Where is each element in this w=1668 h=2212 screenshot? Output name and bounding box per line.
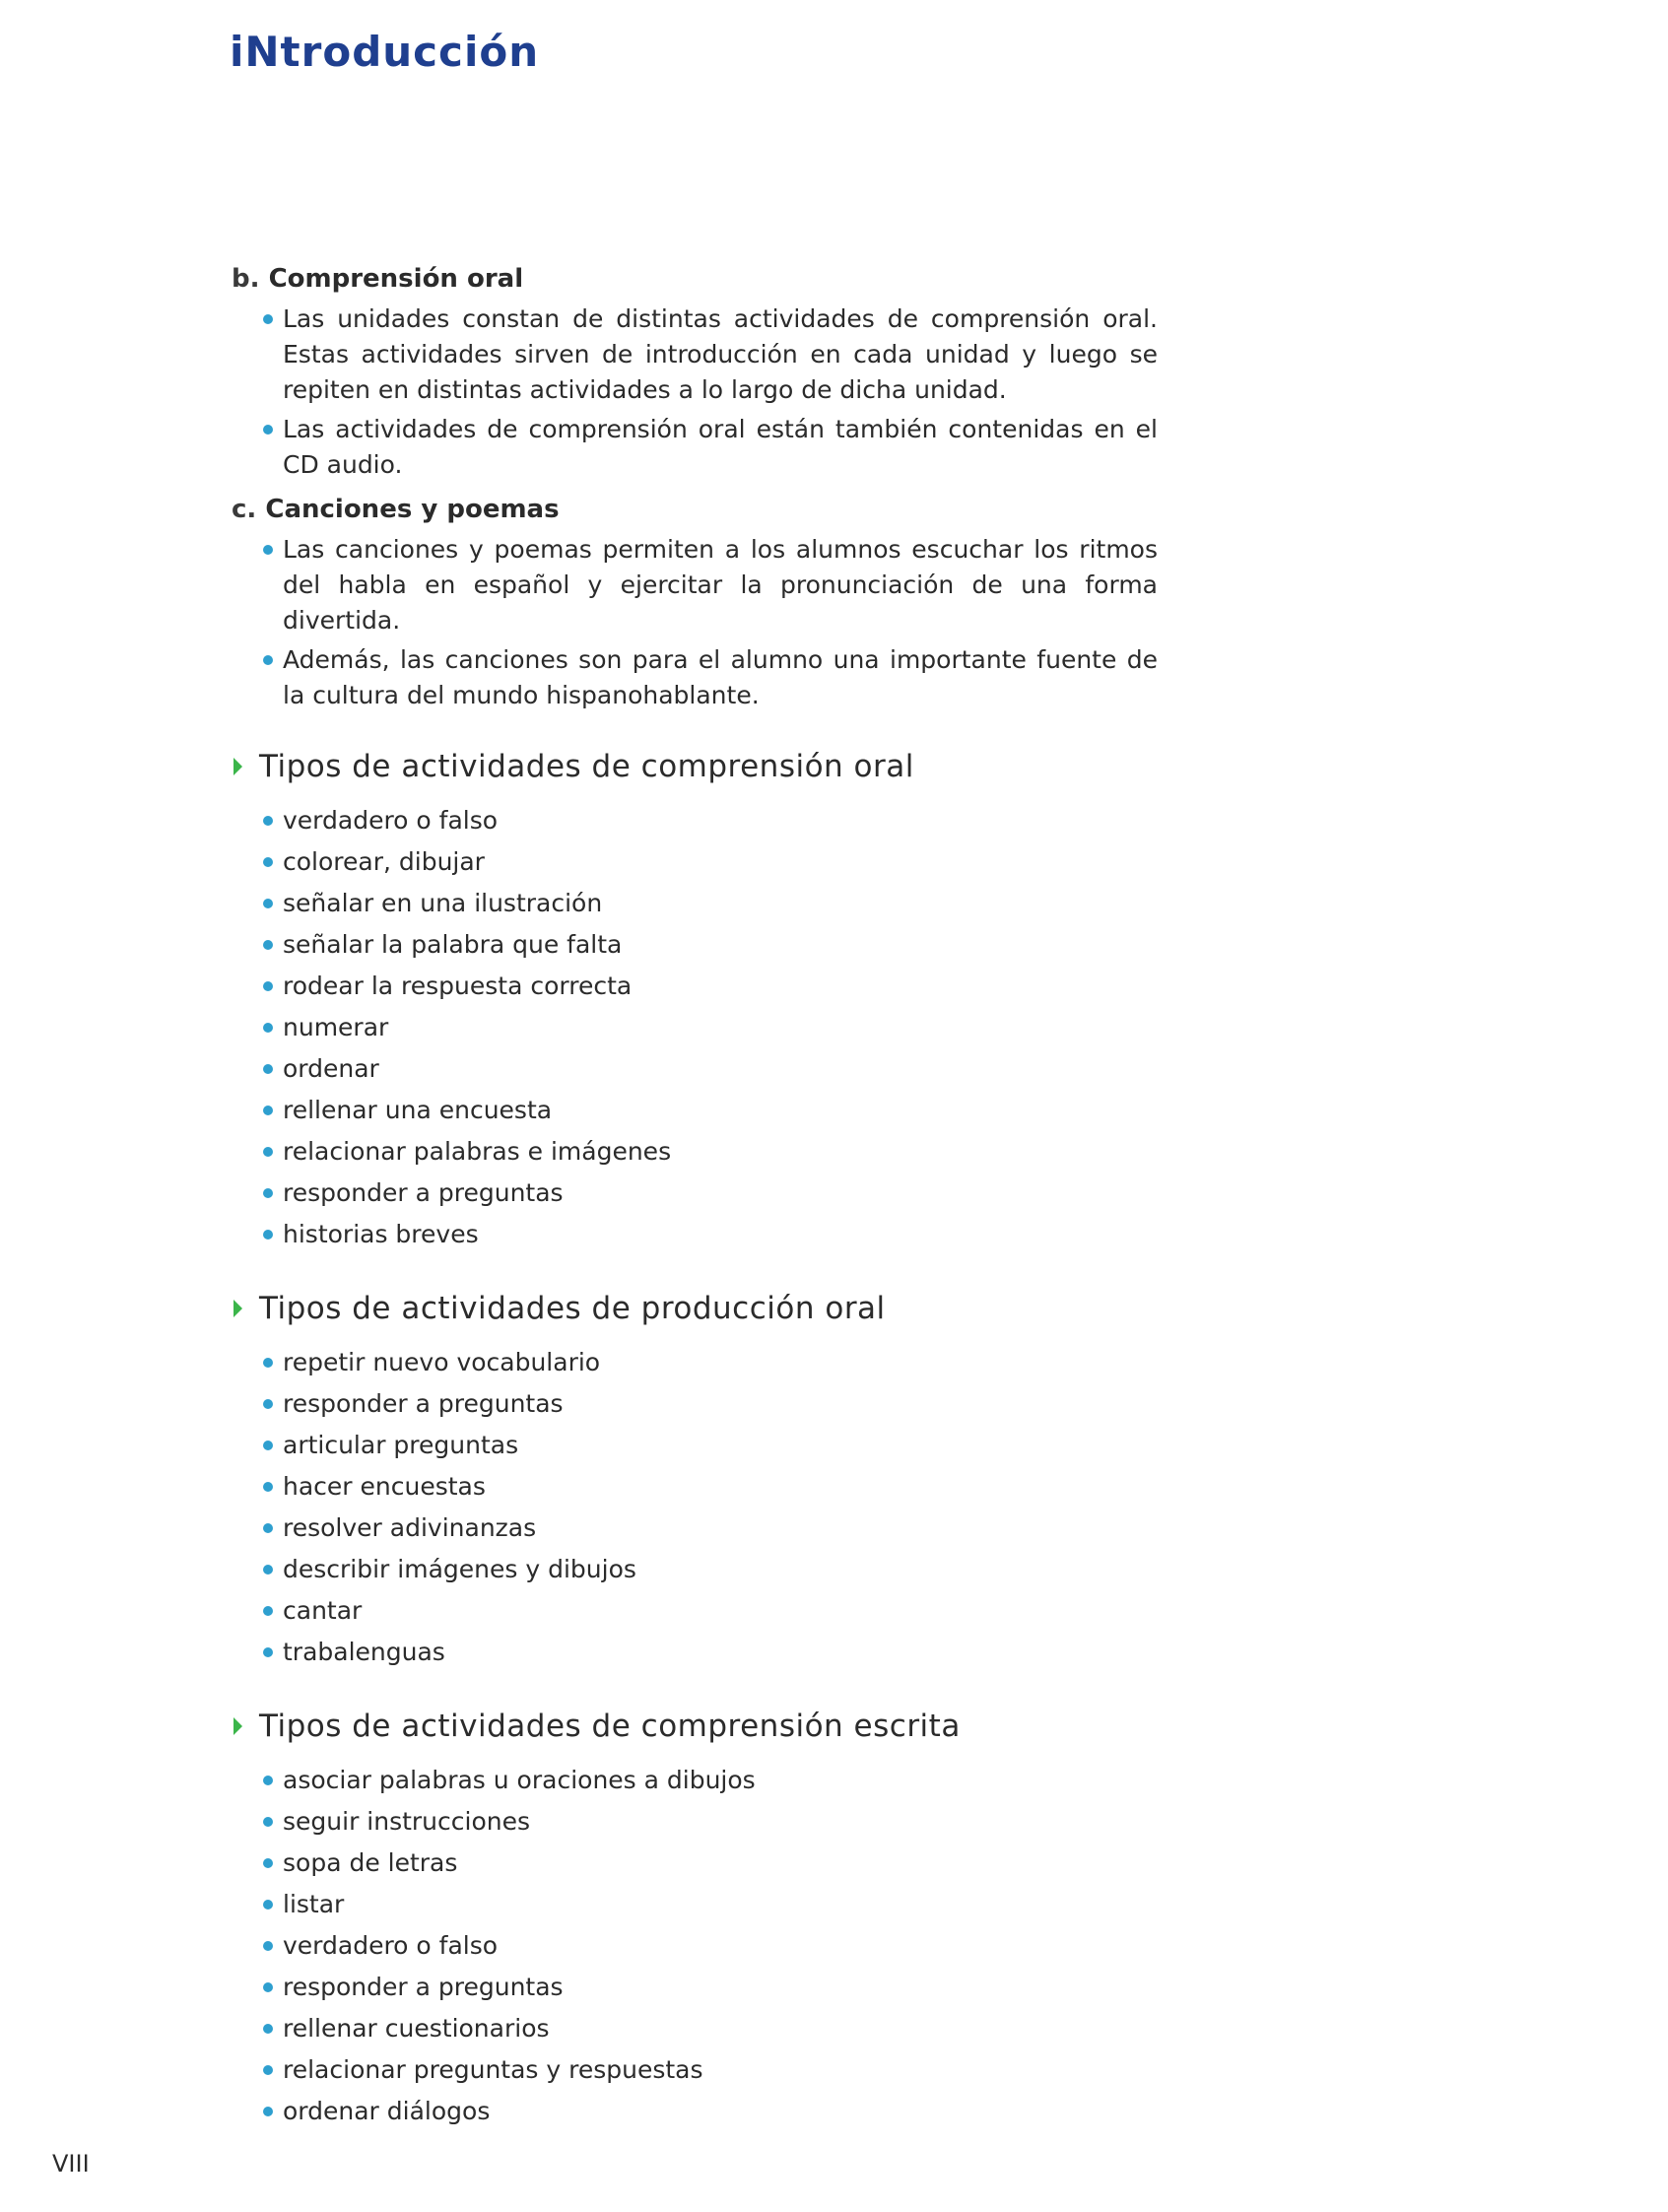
list-item: repetir nuevo vocabulario	[263, 1342, 1158, 1383]
bullet-icon	[263, 1817, 273, 1827]
bullet-icon	[263, 425, 273, 435]
bullet-icon	[263, 1482, 273, 1492]
bullet-icon	[263, 1606, 273, 1616]
subheading-marker: c.	[232, 495, 257, 524]
list-item: rellenar una encuesta	[263, 1090, 1158, 1131]
list-item: historias breves	[263, 1214, 1158, 1255]
list-item: responder a preguntas	[263, 1173, 1158, 1214]
bullet-icon	[263, 2024, 273, 2034]
bullet-icon	[263, 981, 273, 991]
bullet-icon	[263, 816, 273, 826]
subheading-text: Canciones y poemas	[265, 495, 560, 524]
list-item: sopa de letras	[263, 1843, 1158, 1884]
list-item: hacer encuestas	[263, 1466, 1158, 1508]
list-item: articular preguntas	[263, 1425, 1158, 1466]
list-item: Las canciones y poemas permiten a los alumnos escuchar los ritmos del habla en español y ejercitar la pronunciación de una forma divertida.	[263, 532, 1158, 638]
list-item: ordenar	[263, 1048, 1158, 1090]
list-item: señalar la palabra que falta	[263, 924, 1158, 966]
bullet-icon	[263, 940, 273, 950]
list-item: Las actividades de comprensión oral están también contenidas en el CD audio.	[263, 412, 1158, 483]
bullet-icon	[263, 1106, 273, 1115]
comprension-oral-list	[232, 302, 1158, 483]
list-item: cantar	[263, 1590, 1158, 1632]
bullet-icon	[263, 1941, 273, 1951]
triangle-right-icon	[234, 758, 242, 775]
bullet-icon	[263, 1399, 273, 1409]
bullet-icon	[263, 545, 273, 555]
list-item: listar	[263, 1884, 1158, 1925]
activity-list	[232, 1760, 1158, 2132]
list-item: rodear la respuesta correcta	[263, 966, 1158, 1007]
list-item: verdadero o falso	[263, 1925, 1158, 1967]
list-item: describir imágenes y dibujos	[263, 1549, 1158, 1590]
bullet-icon	[263, 1023, 273, 1033]
list-item: ordenar diálogos	[263, 2091, 1158, 2132]
subheading-text: Comprensión oral	[268, 264, 524, 294]
section-title: Tipos de actividades de comprensión oral	[232, 747, 1158, 786]
subheading-canciones	[232, 493, 1158, 526]
activity-list	[232, 1342, 1158, 1673]
bullet-icon	[263, 1147, 273, 1157]
bullet-icon	[263, 1776, 273, 1785]
list-item: responder a preguntas	[263, 1967, 1158, 2008]
bullet-icon	[263, 1858, 273, 1868]
bullet-icon	[263, 1565, 273, 1575]
section-comprension-escrita	[232, 1707, 1158, 2132]
bullet-icon	[263, 1647, 273, 1657]
triangle-right-icon	[234, 1717, 242, 1735]
bullet-icon	[263, 655, 273, 665]
section-comprension-oral	[232, 747, 1158, 1255]
bullet-icon	[263, 857, 273, 867]
bullet-icon	[263, 1441, 273, 1450]
bullet-icon	[263, 1900, 273, 1910]
page-number: VIII	[52, 2150, 90, 2178]
bullet-icon	[263, 1982, 273, 1992]
bullet-icon	[263, 2107, 273, 2116]
triangle-right-icon	[234, 1300, 242, 1317]
list-item: colorear, dibujar	[263, 841, 1158, 883]
list-item: seguir instrucciones	[263, 1801, 1158, 1843]
list-item: Además, las canciones son para el alumno una importante fuente de la cultura del mundo hispanohablante.	[263, 642, 1158, 713]
activity-list	[232, 800, 1158, 1255]
list-item: rellenar cuestionarios	[263, 2008, 1158, 2049]
page-title: iNtroducción	[230, 28, 540, 76]
bullet-icon	[263, 1358, 273, 1368]
main-content	[232, 262, 1158, 2132]
list-item: relacionar preguntas y respuestas	[263, 2049, 1158, 2091]
list-item: relacionar palabras e imágenes	[263, 1131, 1158, 1173]
section-title: Tipos de actividades de comprensión escrita	[232, 1707, 1158, 1746]
subheading-comprension-oral	[232, 262, 1158, 296]
list-item: verdadero o falso	[263, 800, 1158, 841]
list-item: señalar en una ilustración	[263, 883, 1158, 924]
list-item: asociar palabras u oraciones a dibujos	[263, 1760, 1158, 1801]
bullet-icon	[263, 899, 273, 908]
bullet-icon	[263, 1230, 273, 1240]
list-item: responder a preguntas	[263, 1383, 1158, 1425]
section-title: Tipos de actividades de producción oral	[232, 1289, 1158, 1328]
list-item: Las unidades constan de distintas actividades de comprensión oral. Estas actividades sirven de introducción en cada unidad y luego se repiten en distintas actividades a lo largo de dicha unidad.	[263, 302, 1158, 408]
list-item: numerar	[263, 1007, 1158, 1048]
bullet-icon	[263, 314, 273, 324]
list-item: trabalenguas	[263, 1632, 1158, 1673]
section-produccion-oral	[232, 1289, 1158, 1673]
bullet-icon	[263, 1523, 273, 1533]
bullet-icon	[263, 2065, 273, 2075]
subheading-marker: b.	[232, 264, 260, 294]
list-item: resolver adivinanzas	[263, 1508, 1158, 1549]
bullet-icon	[263, 1064, 273, 1074]
bullet-icon	[263, 1188, 273, 1198]
canciones-list	[232, 532, 1158, 713]
